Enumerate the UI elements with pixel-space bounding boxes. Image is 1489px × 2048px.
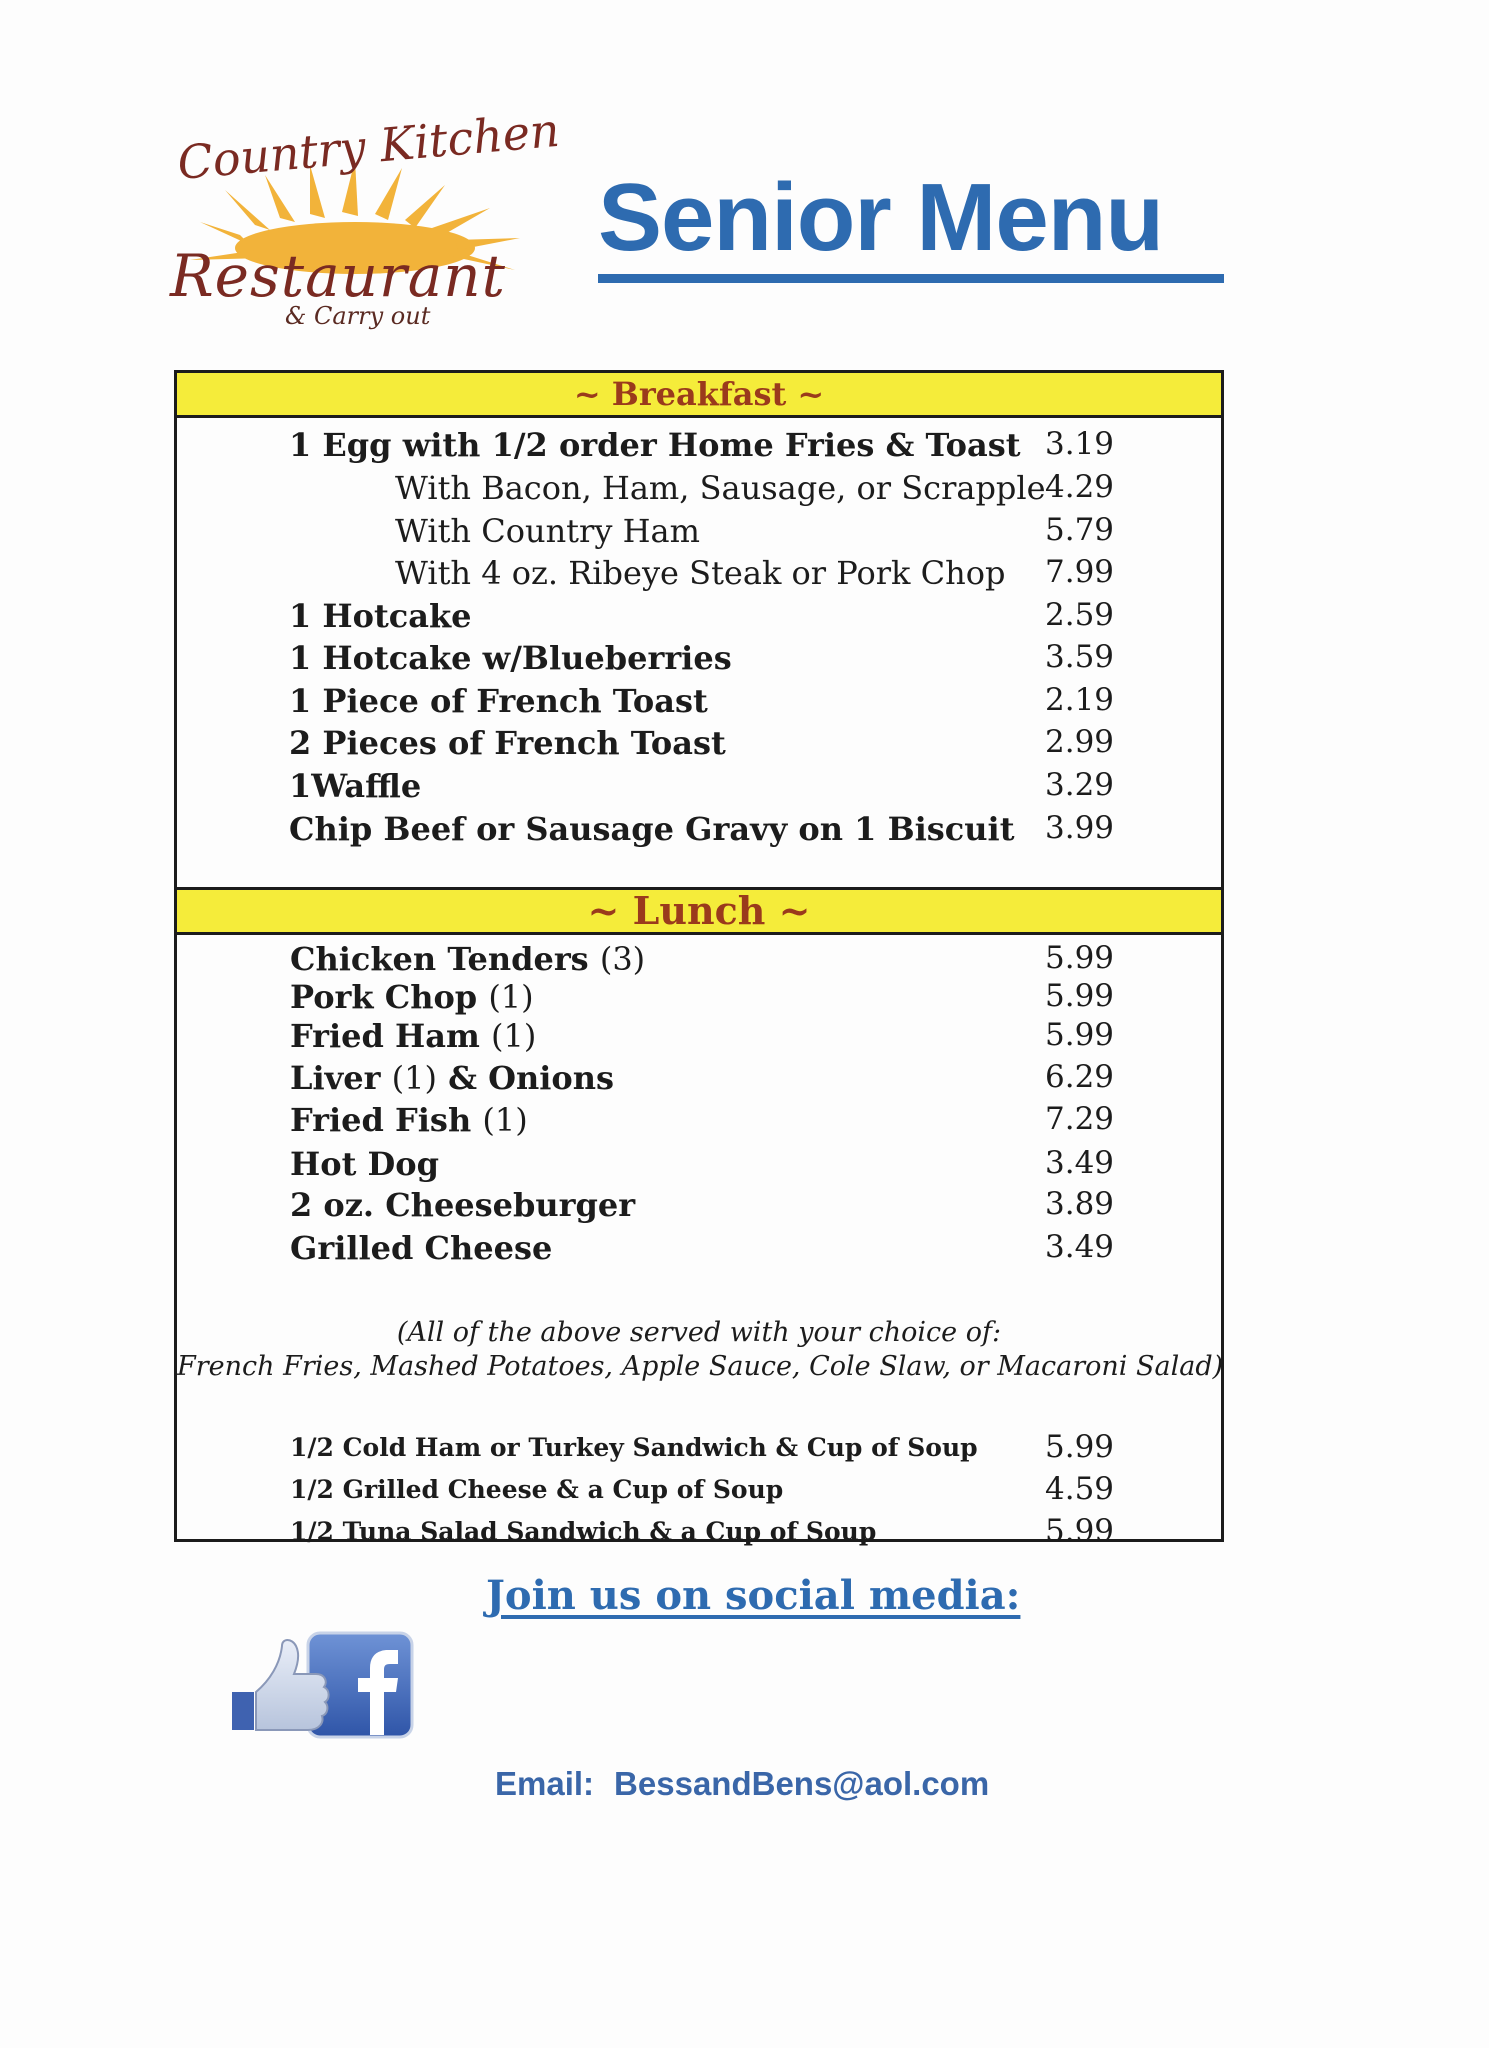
logo-restaurant: Restaurant [170,242,506,310]
lunch-item [177,940,1221,980]
item-price: 3.59 [1045,639,1115,675]
item-title: Grilled Cheese [290,1229,553,1267]
item-name: With Country Ham [395,512,700,550]
combo-item [177,1471,1221,1511]
item-price: 2.19 [1045,682,1115,718]
sides-note-line1: (All of the above served with your choice of: [396,1317,1002,1348]
email-line [495,1765,989,1803]
restaurant-logo [170,102,570,345]
lunch-item [177,978,1221,1018]
item-name: With Bacon, Ham, Sausage, or Scrapple [395,469,1046,507]
item-name: 1/2 Cold Ham or Turkey Sandwich & Cup of Soup [290,1433,978,1462]
item-quantity: (1) [482,1101,528,1139]
menu-box [174,370,1224,1549]
title-underline [598,274,1224,283]
lunch-item [177,1101,1221,1141]
item-price: 5.99 [1045,940,1115,976]
breakfast-item [177,512,1221,552]
item-price: 2.99 [1045,724,1115,760]
item-name [290,1186,635,1224]
item-quantity: (1) [391,1059,437,1097]
item-price: 3.99 [1045,810,1115,846]
item-price: 5.79 [1045,512,1115,548]
logo-country-kitchen: Country Kitchen [175,102,562,190]
item-name: 1/2 Grilled Cheese & a Cup of Soup [290,1475,784,1504]
item-title: 2 oz. Cheeseburger [290,1186,636,1224]
logo-carry-out: & Carry out [285,302,431,330]
item-price: 5.99 [1045,1429,1115,1465]
page-title: Senior Menu [598,164,1164,271]
item-name: Chip Beef or Sausage Gravy on 1 Biscuit [289,810,1015,848]
item-name [290,1229,552,1267]
item-price: 6.29 [1045,1059,1115,1095]
breakfast-item [177,724,1221,764]
breakfast-item [177,597,1221,637]
lunch-item [177,1145,1221,1185]
item-title: Liver [290,1059,381,1097]
breakfast-item [177,767,1221,807]
lunch-item [177,1017,1221,1057]
item-name: With 4 oz. Ribeye Steak or Pork Chop [395,554,1006,592]
item-price: 3.89 [1045,1186,1115,1222]
combo-item [177,1429,1221,1469]
item-title: Chicken Tenders [290,940,589,978]
breakfast-item [177,639,1221,679]
breakfast-item [177,554,1221,594]
item-title: Fried Fish [290,1101,472,1139]
email-address[interactable]: BessandBens@aol.com [614,1765,990,1802]
item-price: 7.99 [1045,554,1115,590]
item-price: 4.59 [1045,1471,1115,1507]
item-name: 1 Hotcake w/Blueberries [289,639,732,677]
lunch-item [177,1186,1221,1226]
breakfast-item [177,682,1221,722]
item-price: 5.99 [1045,978,1115,1014]
item-name: 2 Pieces of French Toast [289,724,726,762]
social-media-heading[interactable]: Join us on social media: [486,1572,1021,1619]
email-label: Email: [495,1765,595,1802]
combo-item [177,1513,1221,1553]
item-title: Fried Ham [290,1017,480,1055]
item-price: 4.29 [1045,469,1115,505]
item-price: 3.49 [1045,1229,1115,1265]
item-name: 1/2 Tuna Salad Sandwich & a Cup of Soup [290,1517,877,1546]
item-suffix: & Onions [448,1059,615,1097]
item-title: Pork Chop [290,978,478,1016]
item-quantity: (3) [599,940,646,978]
item-name: 1 Piece of French Toast [289,682,708,720]
item-title: Hot Dog [290,1145,439,1183]
item-name [290,1145,439,1183]
item-name [290,940,645,978]
item-price: 3.49 [1045,1145,1115,1181]
lunch-heading: ~ Lunch ~ [177,887,1221,935]
item-quantity: (1) [488,978,534,1016]
lunch-item [177,1229,1221,1269]
sides-note-line2: French Fries, Mashed Potatoes, Apple Sauce, Cole Slaw, or Macaroni Salad) [177,1351,1224,1382]
item-name [290,1017,536,1055]
item-name: 1 Egg with 1/2 order Home Fries & Toast [289,426,1021,464]
item-quantity: (1) [491,1017,537,1055]
item-price: 3.19 [1045,426,1115,462]
item-name: 1Waffle [289,767,422,805]
facebook-like-icon[interactable] [230,1630,415,1745]
lunch-item [177,1059,1221,1099]
item-price: 2.59 [1045,597,1115,633]
breakfast-item [177,810,1221,850]
item-name: 1 Hotcake [289,597,472,635]
item-price: 7.29 [1045,1101,1115,1137]
item-price: 5.99 [1045,1513,1115,1549]
breakfast-item [177,426,1221,466]
breakfast-item [177,469,1221,509]
item-price: 5.99 [1045,1017,1115,1053]
breakfast-heading: ~ Breakfast ~ [177,370,1221,418]
item-name [290,1101,528,1139]
item-name [290,1059,614,1097]
item-price: 3.29 [1045,767,1115,803]
item-name [290,978,534,1016]
